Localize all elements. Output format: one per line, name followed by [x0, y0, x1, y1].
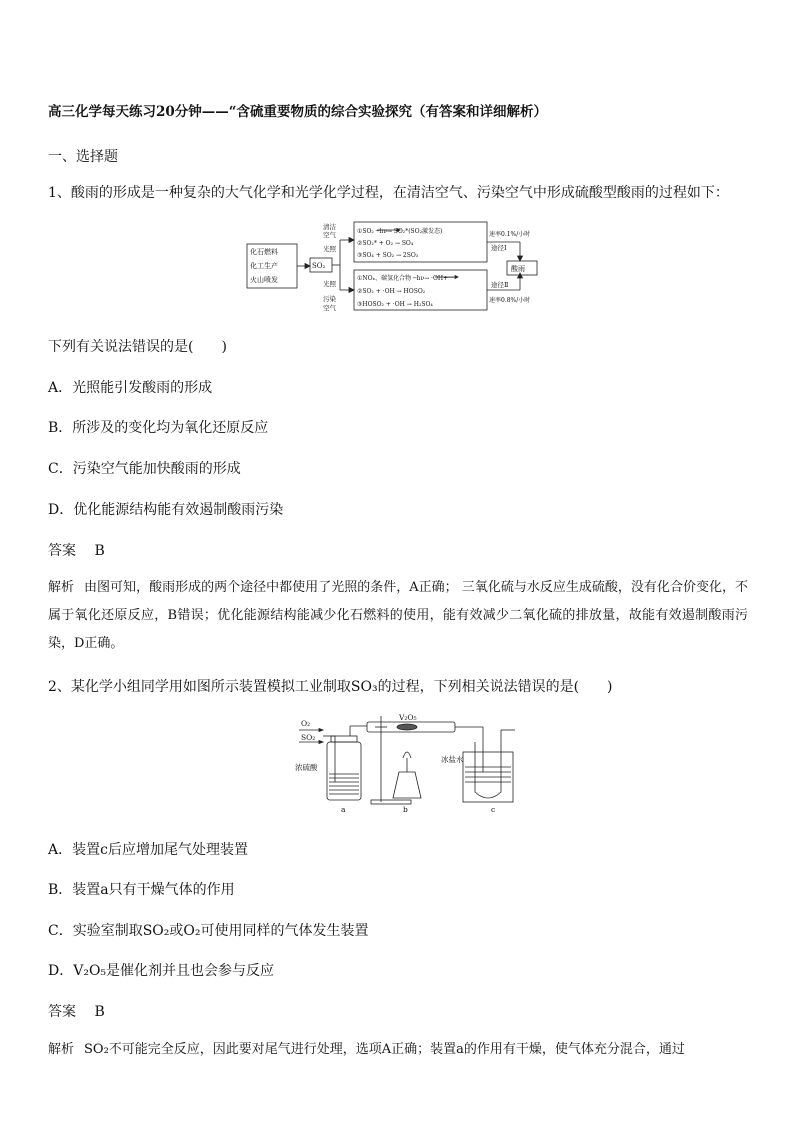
- source-text-1: 化石燃料: [250, 248, 278, 256]
- rate-bottom: 速率0.8%/小时: [489, 297, 531, 304]
- path-bottom: 途径Ⅱ: [491, 281, 509, 289]
- polluted-reaction-1: ①NOₓ、碳氢化合物 ─hν→ ·OH+···: [357, 275, 454, 282]
- source-text-2: 化工生产: [250, 262, 278, 270]
- polluted-air-2: 空气: [323, 304, 336, 312]
- light-top: 光照: [323, 245, 336, 253]
- q1-option-d: D．优化能源结构能有效遏制酸雨污染: [48, 502, 284, 518]
- clean-air-2: 空气: [323, 231, 336, 239]
- q2-option-a: A．装置c后应增加尾气处理装置: [48, 842, 248, 858]
- q2-answer: [48, 1001, 105, 1021]
- clean-air-1: 清洁: [323, 223, 336, 231]
- q2-answer-value: B: [94, 1004, 105, 1020]
- q1-answer: [48, 540, 105, 560]
- label-c: c: [491, 805, 496, 814]
- clean-reaction-3: ③SO₄ + SO₂ → 2SO₃: [357, 252, 419, 259]
- question-1-prompt: 下列有关说法错误的是( ): [48, 339, 227, 355]
- q1-option-a: A．光照能引发酸雨的形成: [48, 380, 213, 396]
- q2-explanation: [48, 1036, 748, 1064]
- light-bottom: 光照: [323, 280, 336, 288]
- q2-option-c: C．实验室制取SO₂或O₂可使用同样的气体发生装置: [48, 923, 369, 939]
- question-2-stem: 2、某化学小组同学用如图所示装置模拟工业制取SO₃的过程，下列相关说法错误的是( ): [48, 679, 613, 695]
- so2-label: SO₂: [301, 733, 316, 742]
- question-1-stem: 1、酸雨的形成是一种复杂的大气化学和光学化学过程，在清洁空气、污染空气中形成硫酸型酸雨的过程如下：: [48, 185, 729, 201]
- source-text-3: 火山喷发: [250, 276, 278, 284]
- page-title: 高三化学每天练习20分钟——“含硫重要物质的综合实验探究（有答案和详细解析）: [48, 104, 548, 120]
- q1-explanation-label: 解析: [48, 580, 75, 595]
- polluted-air-1: 污染: [323, 295, 336, 303]
- q1-option-c: C．污染空气能加快酸雨的形成: [48, 461, 241, 477]
- section-heading: 一、选择题: [48, 149, 118, 165]
- q2-option-b: B．装置a只有干燥气体的作用: [48, 882, 235, 898]
- v2o5-label: V₂O₅: [399, 713, 417, 722]
- q1-option-b: B．所涉及的变化均为氧化还原反应: [48, 420, 269, 436]
- path-top: 途径Ⅰ: [491, 244, 507, 252]
- q2-option-d: D．V₂O₅是催化剂并且也会参与反应: [48, 963, 275, 979]
- q1-answer-label: 答案: [48, 543, 76, 559]
- acid-rain-label: 酸雨: [511, 265, 525, 273]
- bottle-a: [327, 742, 361, 800]
- q2-explanation-text: SO₂不可能完全反应，因此要对尾气进行处理，选项A正确；装置a的作用有干燥，使气体充分混合，通过: [84, 1042, 685, 1057]
- conc-sulfuric-label: 浓硫酸: [295, 763, 318, 772]
- label-b: b: [403, 805, 408, 814]
- ice-salt-label: 冰盐水: [441, 755, 464, 764]
- so2-label: SO₂: [312, 262, 326, 270]
- alcohol-lamp: [393, 772, 421, 798]
- o2-label: O₂: [301, 719, 311, 728]
- clean-reaction-1: ①SO₂ ─hν→ SO₂*(SO₂激发态): [357, 228, 443, 235]
- clean-reaction-2: ②SO₂* + O₂ → SO₄: [357, 240, 414, 247]
- rate-top: 速率0.1%/小时: [489, 231, 531, 238]
- label-a: a: [341, 805, 346, 814]
- q2-answer-label: 答案: [48, 1004, 76, 1020]
- polluted-reaction-3: ③HOSO₂ + ·OH → H₂SO₄: [357, 301, 433, 308]
- q1-explanation-text: 由图可知，酸雨形成的两个途径中都使用了光照的条件，A正确； 三氧化硫与水反应生成硫酸，没有化合价变化，不属于氧化还原反应，B错误；优化能源结构能减少化石燃料的使用，能有效减少二氧化硫的排放量，故能有效遏制酸雨污染，D正确。: [48, 580, 748, 651]
- q1-explanation: [48, 574, 748, 658]
- so3-apparatus-diagram: [295, 712, 525, 821]
- q1-answer-value: B: [94, 543, 105, 559]
- polluted-reaction-2: ②SO₂ + ·OH → HOSO₂: [357, 288, 426, 295]
- q2-explanation-label: 解析: [48, 1042, 75, 1057]
- acid-rain-diagram: [245, 218, 555, 322]
